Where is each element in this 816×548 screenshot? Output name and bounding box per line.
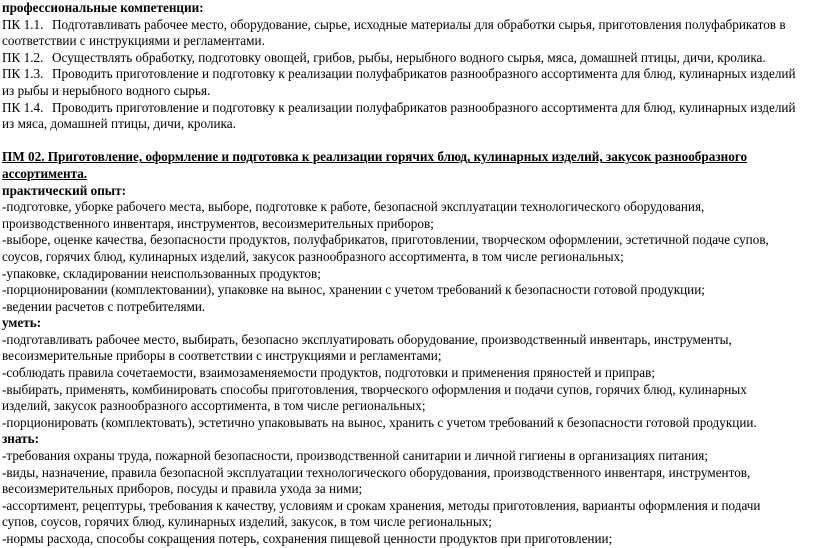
competency-1-text: Подготавливать рабочее место, оборудование, сырье, исходные материалы для обработки сырья, приготовления полуфабрикатов в bbox=[52, 16, 786, 32]
section-spacer bbox=[2, 133, 814, 150]
competency-3-code: ПК 1.3. bbox=[2, 66, 44, 82]
competency-1-line-2: соответствии с инструкциями и регламентами. bbox=[2, 33, 265, 49]
competency-3-text: Проводить приготовление и подготовку к реализации полуфабрикатов разнообразного ассортимента для блюд, кулинарных изделий bbox=[52, 66, 796, 82]
module-title-line-1 bbox=[2, 149, 814, 166]
skills-line: -подготавливать рабочее место, выбирать, безопасно эксплуатировать оборудование, производственный инвентарь, инструменты, bbox=[2, 331, 732, 347]
knowledge-line: -требования охраны труда, пожарной безопасности, производственной санитарии и личной гигиены в организациях питания; bbox=[2, 448, 709, 464]
module-title-text-1: ПМ 02. Приготовление, оформление и подготовка к реализации горячих блюд, кулинарных изделий, закусок разнообразного bbox=[2, 149, 748, 165]
competency-3-line-2: из рыбы и нерыбного водного сырья. bbox=[2, 82, 211, 98]
knowledge-heading: знать: bbox=[2, 431, 39, 447]
competency-4-text: Проводить приготовление и подготовку к реализации полуфабрикатов разнообразного ассортимента для блюд, кулинарных изделий bbox=[52, 99, 796, 115]
experience-heading: практический опыт: bbox=[2, 182, 126, 198]
experience-line: производственного инвентаря, инструментов, весоизмерительных приборов; bbox=[2, 215, 434, 231]
module-title-line-2 bbox=[2, 166, 814, 183]
experience-line: -порционировании (комплектовании), упаковке на вынос, хранении с учетом требований к безопасности готовой продукции; bbox=[2, 282, 705, 298]
competency-4-code: ПК 1.4. bbox=[2, 99, 44, 115]
competencies-heading: профессиональные компетенции: bbox=[2, 0, 204, 15]
competency-1-code: ПК 1.1. bbox=[2, 16, 44, 32]
competency-4-line-1 bbox=[2, 100, 814, 117]
competency-2-text: Осуществлять обработку, подготовку овощей, грибов, рыбы, нерыбного водного сырья, мяса, домашней птицы, дичи, кролика. bbox=[52, 49, 766, 65]
competency-3-line-1 bbox=[2, 66, 814, 83]
experience-line: соусов, горячих блюд, кулинарных изделий, закусок разнообразного ассортимента, в том числе региональных; bbox=[2, 248, 624, 264]
competency-2-code: ПК 1.2. bbox=[2, 49, 44, 65]
module-title-text-2: ассортимента. bbox=[2, 165, 88, 181]
experience-line: -подготовке, уборке рабочего места, выборе, подготовке к работе, безопасной эксплуатации технологического оборудования, bbox=[2, 199, 705, 215]
competency-1-line-1 bbox=[2, 17, 814, 34]
skills-line: -соблюдать правила сочетаемости, взаимозаменяемости продуктов, подготовки и применения пряностей и приправ; bbox=[2, 365, 655, 381]
skills-line: весоизмерительные приборы в соответствии с инструкциями и регламентами; bbox=[2, 348, 442, 364]
knowledge-line: супов, соусов, горячих блюд, кулинарных изделий, закусок, в том числе региональных; bbox=[2, 514, 492, 530]
knowledge-line: -виды, назначение, правила безопасной эксплуатации технологического оборудования, производственного инвентаря, инструментов, bbox=[2, 464, 751, 480]
skills-line: изделий, закусок разнообразного ассортимента, в том числе региональных; bbox=[2, 398, 426, 414]
experience-line: -упаковке, складировании неиспользованных продуктов; bbox=[2, 265, 321, 281]
competency-4-line-2: из мяса, домашней птицы, дичи, кролика. bbox=[2, 116, 236, 132]
experience-line: -ведении расчетов с потребителями. bbox=[2, 298, 206, 314]
skills-heading: уметь: bbox=[2, 315, 42, 331]
skills-line: -порционировать (комплектовать), эстетично упаковывать на вынос, хранить с учетом требований к безопасности готовой продукции. bbox=[2, 414, 757, 430]
knowledge-line: -нормы расхода, способы сокращения потерь, сохранения пищевой ценности продуктов при приготовлении; bbox=[2, 531, 613, 546]
experience-line: -выборе, оценке качества, безопасности продуктов, полуфабрикатов, приготовлении, творческом оформлении, эстетичной подаче супов, bbox=[2, 232, 769, 248]
knowledge-line: -ассортимент, рецептуры, требования к качеству, условиям и срокам хранения, методы приготовления, варианты оформления и подачи bbox=[2, 497, 761, 513]
competency-2-line-1 bbox=[2, 50, 814, 67]
knowledge-line: весоизмерительных приборов, посуды и правила ухода за ними; bbox=[2, 481, 363, 497]
skills-line: -выбирать, применять, комбинировать способы приготовления, творческого оформления и подачи супов, горячих блюд, кулинарных bbox=[2, 381, 747, 397]
document-page bbox=[2, 0, 814, 548]
